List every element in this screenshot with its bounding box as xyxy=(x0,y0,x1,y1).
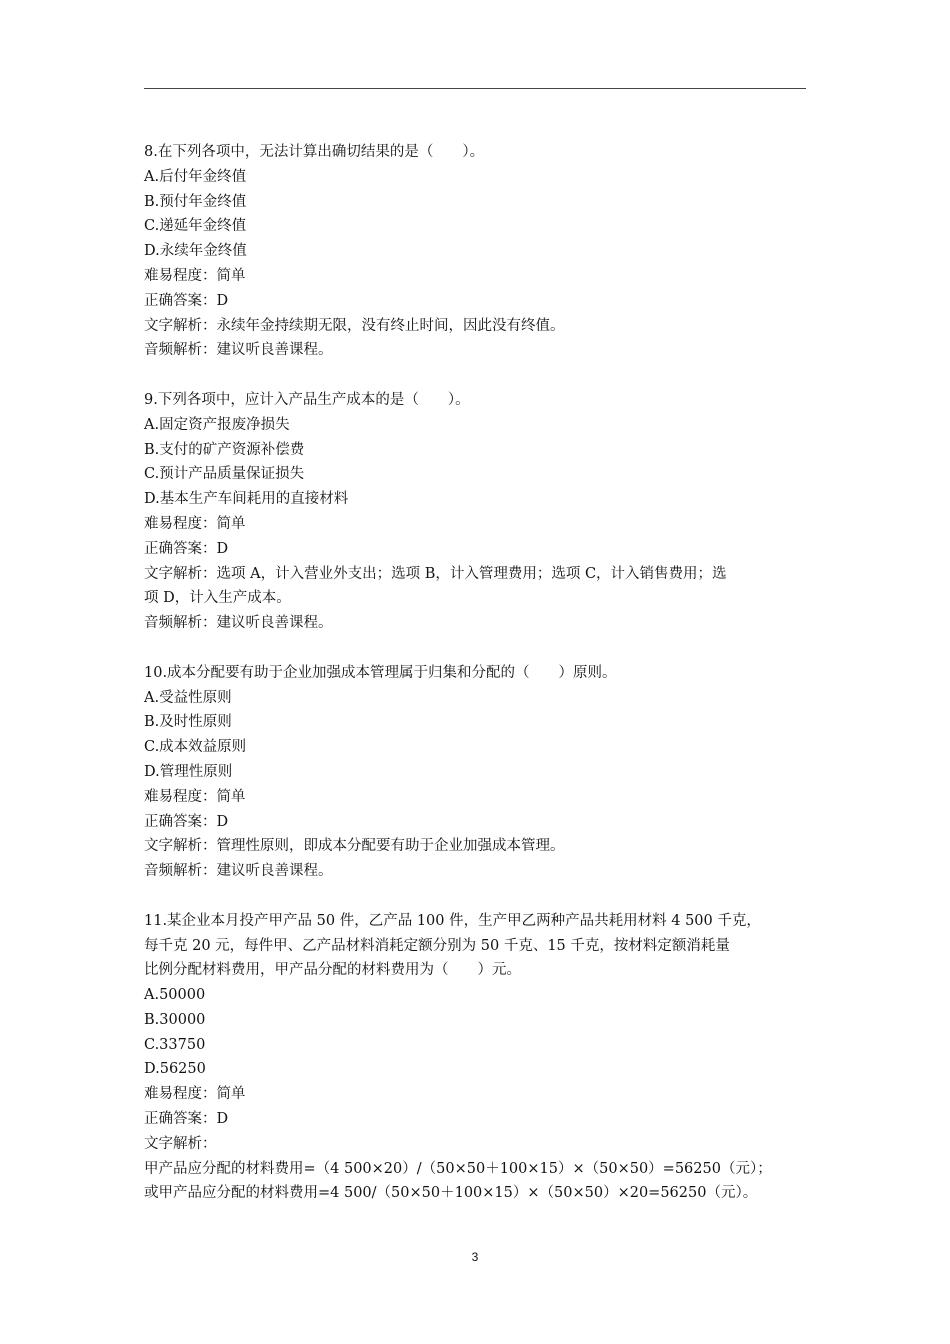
question-9 xyxy=(144,388,808,636)
question-11 xyxy=(144,909,808,1207)
text-analysis-continued: 项 D，计入生产成本。 xyxy=(144,590,291,607)
difficulty: 难易程度：简单 xyxy=(144,267,246,284)
difficulty: 难易程度：简单 xyxy=(144,1086,246,1103)
text-analysis: 文字解析：永续年金持续期无限，没有终止时间，因此没有终值。 xyxy=(144,317,565,334)
option-a: A.后付年金终值 xyxy=(144,168,247,185)
option-d: D.56250 xyxy=(144,1061,206,1078)
page-content xyxy=(144,140,808,1206)
header-rule xyxy=(144,88,806,89)
question-stem-line-3: 比例分配材料费用，甲产品分配的材料费用为（ ）元。 xyxy=(144,962,521,979)
correct-answer: 正确答案：D xyxy=(144,813,229,830)
question-8 xyxy=(144,140,808,363)
option-d: D.基本生产车间耗用的直接材料 xyxy=(144,491,349,508)
audio-analysis: 音频解析：建议听良善课程。 xyxy=(144,863,333,880)
option-d: D.永续年金终值 xyxy=(144,243,247,260)
option-b: B.预付年金终值 xyxy=(144,193,247,210)
question-stem-line-2: 每千克 20 元，每件甲、乙产品材料消耗定额分别为 50 千克、15 千克，按材料定额消耗量 xyxy=(144,937,730,954)
formula-line-1: 甲产品应分配的材料费用=（4 500×20）/（50×50＋100×15）×（50×50）=56250（元）； xyxy=(144,1160,772,1177)
option-b: B.30000 xyxy=(144,1011,206,1028)
audio-analysis: 音频解析：建议听良善课程。 xyxy=(144,342,333,359)
option-c: C.成本效益原则 xyxy=(144,739,247,756)
formula-line-2: 或甲产品应分配的材料费用=4 500/（50×50＋100×15）×（50×50）×20=56250（元）。 xyxy=(144,1185,758,1202)
option-c: C.递延年金终值 xyxy=(144,218,247,235)
option-a: A.固定资产报废净损失 xyxy=(144,416,290,433)
question-stem: 8.在下列各项中，无法计算出确切结果的是（ ）。 xyxy=(144,144,485,160)
correct-answer: 正确答案：D xyxy=(144,1111,229,1128)
text-analysis: 文字解析：管理性原则，即成本分配要有助于企业加强成本管理。 xyxy=(144,838,565,855)
correct-answer: 正确答案：D xyxy=(144,292,229,309)
difficulty: 难易程度：简单 xyxy=(144,515,246,532)
option-c: C.预计产品质量保证损失 xyxy=(144,466,305,483)
option-a: A.50000 xyxy=(144,987,206,1004)
question-10 xyxy=(144,661,808,884)
option-d: D.管理性原则 xyxy=(144,763,233,780)
question-stem-line-1: 11.某企业本月投产甲产品 50 件，乙产品 100 件，生产甲乙两种产品共耗用材料 4 500 千克， xyxy=(144,912,761,929)
text-analysis: 文字解析：选项 A，计入营业外支出；选项 B，计入管理费用；选项 C，计入销售费用；选 xyxy=(144,565,727,582)
option-c: C.33750 xyxy=(144,1036,206,1053)
option-b: B.及时性原则 xyxy=(144,714,232,731)
difficulty: 难易程度：简单 xyxy=(144,788,246,805)
correct-answer: 正确答案：D xyxy=(144,540,229,557)
audio-analysis: 音频解析：建议听良善课程。 xyxy=(144,615,333,632)
question-stem: 9.下列各项中，应计入产品生产成本的是（ ）。 xyxy=(144,391,470,408)
text-analysis: 文字解析： xyxy=(144,1135,217,1152)
question-stem: 10.成本分配要有助于企业加强成本管理属于归集和分配的（ ）原则。 xyxy=(144,664,617,681)
option-b: B.支付的矿产资源补偿费 xyxy=(144,441,305,458)
option-a: A.受益性原则 xyxy=(144,689,232,706)
page-number: 3 xyxy=(471,1250,479,1264)
